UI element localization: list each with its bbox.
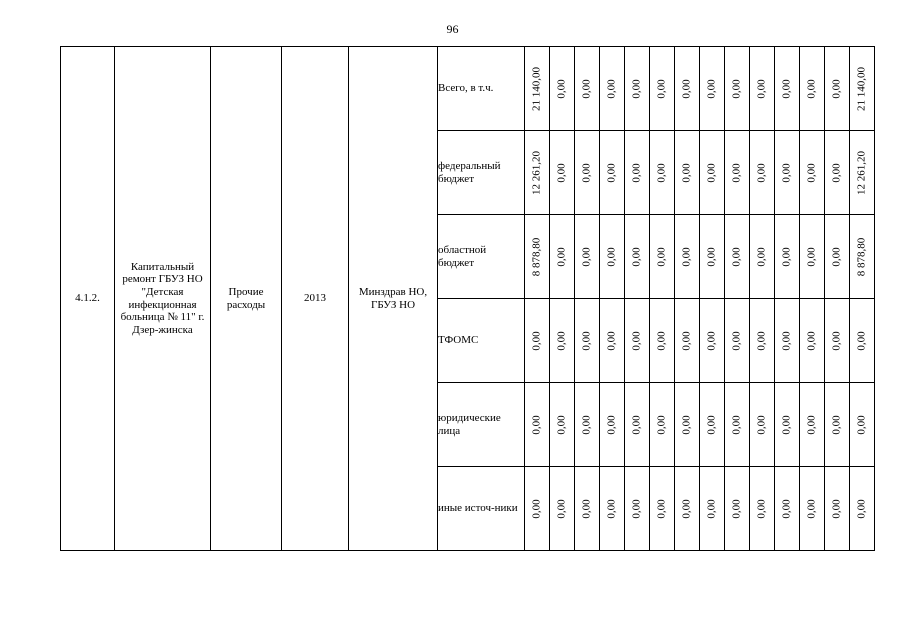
value-text: 0,00 xyxy=(630,162,643,183)
value-cell xyxy=(525,383,550,467)
value-cell xyxy=(525,131,550,215)
value-text: 0,00 xyxy=(605,330,618,351)
value-cell xyxy=(525,47,550,131)
value-cell xyxy=(675,467,700,551)
value-cell xyxy=(575,383,600,467)
page-number: 96 xyxy=(446,22,459,36)
value-text: 0,00 xyxy=(655,414,668,435)
value-text: 0,00 xyxy=(755,414,768,435)
value-text: 0,00 xyxy=(605,246,618,267)
value-cell xyxy=(600,131,625,215)
value-text: 0,00 xyxy=(580,162,593,183)
value-text: 0,00 xyxy=(705,330,718,351)
value-cell xyxy=(725,215,750,299)
value-text: 0,00 xyxy=(855,498,868,519)
value-cell xyxy=(575,467,600,551)
value-text: 0,00 xyxy=(530,330,543,351)
year: 2013 xyxy=(282,47,349,551)
value-text: 0,00 xyxy=(680,498,693,519)
value-cell xyxy=(525,467,550,551)
value-text: 0,00 xyxy=(630,246,643,267)
value-text: 0,00 xyxy=(705,162,718,183)
value-cell xyxy=(775,467,800,551)
value-cell xyxy=(675,383,700,467)
value-cell xyxy=(625,467,650,551)
value-text: 0,00 xyxy=(755,330,768,351)
value-cell xyxy=(775,299,800,383)
value-cell xyxy=(825,47,850,131)
value-text: 0,00 xyxy=(705,414,718,435)
value-cell xyxy=(600,215,625,299)
value-text: 0,00 xyxy=(780,162,793,183)
value-text: 0,00 xyxy=(530,414,543,435)
value-text: 0,00 xyxy=(780,414,793,435)
value-cell xyxy=(750,383,775,467)
funding-source-label: ТФОМС xyxy=(438,299,525,383)
funding-source-label: Всего, в т.ч. xyxy=(438,47,525,131)
value-cell xyxy=(850,467,875,551)
value-cell xyxy=(625,131,650,215)
value-cell xyxy=(725,383,750,467)
value-text: 0,00 xyxy=(680,330,693,351)
value-text: 0,00 xyxy=(555,78,568,99)
value-cell xyxy=(550,131,575,215)
value-cell xyxy=(700,299,725,383)
table-row xyxy=(61,47,875,131)
value-text: 0,00 xyxy=(655,498,668,519)
funding-source-label: юридические лица xyxy=(438,383,525,467)
value-text: 0,00 xyxy=(605,78,618,99)
value-text: 0,00 xyxy=(830,498,843,519)
value-cell xyxy=(625,299,650,383)
value-text: 0,00 xyxy=(555,246,568,267)
value-cell xyxy=(850,299,875,383)
value-text: 8 878,80 xyxy=(530,237,543,276)
value-cell xyxy=(675,215,700,299)
value-text: 0,00 xyxy=(630,330,643,351)
value-text: 0,00 xyxy=(555,414,568,435)
value-text: 0,00 xyxy=(780,498,793,519)
funding-source-label: федеральный бюджет xyxy=(438,131,525,215)
value-text: 0,00 xyxy=(755,162,768,183)
measure-name: Капитальный ремонт ГБУЗ НО "Детская инфекционная больница № 11" г. Дзер-жинска xyxy=(115,47,211,551)
value-cell xyxy=(775,215,800,299)
executor: Минздрав НО, ГБУЗ НО xyxy=(349,47,438,551)
value-cell xyxy=(800,47,825,131)
value-text: 0,00 xyxy=(680,162,693,183)
value-cell xyxy=(825,131,850,215)
value-text: 0,00 xyxy=(605,414,618,435)
value-cell xyxy=(625,215,650,299)
value-cell xyxy=(825,299,850,383)
value-text: 0,00 xyxy=(705,246,718,267)
row-number: 4.1.2. xyxy=(61,47,115,551)
value-cell xyxy=(825,467,850,551)
expense-type: Прочие расходы xyxy=(211,47,282,551)
value-text: 0,00 xyxy=(680,246,693,267)
value-text: 0,00 xyxy=(730,330,743,351)
value-text: 0,00 xyxy=(630,498,643,519)
value-text: 0,00 xyxy=(555,330,568,351)
value-cell xyxy=(725,131,750,215)
value-text: 0,00 xyxy=(780,246,793,267)
value-text: 0,00 xyxy=(855,330,868,351)
value-cell xyxy=(700,131,725,215)
value-cell xyxy=(650,467,675,551)
value-cell xyxy=(600,383,625,467)
value-cell xyxy=(575,47,600,131)
value-cell xyxy=(750,47,775,131)
value-cell xyxy=(550,383,575,467)
value-text: 0,00 xyxy=(580,330,593,351)
value-text: 0,00 xyxy=(805,414,818,435)
funding-source-label: областной бюджет xyxy=(438,215,525,299)
value-text: 0,00 xyxy=(730,498,743,519)
value-text: 0,00 xyxy=(555,162,568,183)
value-cell xyxy=(600,47,625,131)
value-text: 0,00 xyxy=(655,78,668,99)
value-text: 0,00 xyxy=(605,498,618,519)
value-cell xyxy=(550,215,575,299)
value-cell xyxy=(525,215,550,299)
value-text: 0,00 xyxy=(855,414,868,435)
value-cell xyxy=(550,47,575,131)
value-cell xyxy=(700,383,725,467)
value-text: 0,00 xyxy=(530,498,543,519)
value-text: 0,00 xyxy=(630,78,643,99)
value-cell xyxy=(575,131,600,215)
value-text: 0,00 xyxy=(805,498,818,519)
value-cell xyxy=(700,215,725,299)
value-text: 0,00 xyxy=(680,414,693,435)
value-text: 0,00 xyxy=(830,330,843,351)
value-text: 0,00 xyxy=(805,162,818,183)
value-text: 0,00 xyxy=(605,162,618,183)
value-text: 0,00 xyxy=(680,78,693,99)
value-text: 0,00 xyxy=(655,162,668,183)
value-text: 0,00 xyxy=(705,78,718,99)
value-text: 0,00 xyxy=(780,330,793,351)
value-cell xyxy=(725,467,750,551)
value-text: 0,00 xyxy=(730,246,743,267)
value-text: 0,00 xyxy=(780,78,793,99)
value-text: 0,00 xyxy=(580,414,593,435)
value-cell xyxy=(825,215,850,299)
value-cell xyxy=(675,47,700,131)
value-cell xyxy=(575,299,600,383)
value-text: 0,00 xyxy=(755,498,768,519)
value-cell xyxy=(800,131,825,215)
value-cell xyxy=(800,215,825,299)
value-text: 21 140,00 xyxy=(530,66,543,111)
value-cell xyxy=(850,215,875,299)
program-table xyxy=(60,46,875,551)
value-cell xyxy=(625,47,650,131)
value-text: 0,00 xyxy=(705,498,718,519)
value-text: 0,00 xyxy=(830,246,843,267)
value-cell xyxy=(825,383,850,467)
value-cell xyxy=(550,467,575,551)
value-cell xyxy=(750,467,775,551)
value-text: 0,00 xyxy=(730,414,743,435)
value-text: 0,00 xyxy=(805,330,818,351)
value-cell xyxy=(550,299,575,383)
value-cell xyxy=(725,47,750,131)
value-text: 0,00 xyxy=(755,78,768,99)
value-text: 0,00 xyxy=(580,246,593,267)
value-text: 0,00 xyxy=(805,246,818,267)
value-cell xyxy=(650,383,675,467)
value-cell xyxy=(775,383,800,467)
funding-source-label: иные источ-ники xyxy=(438,467,525,551)
value-cell xyxy=(775,131,800,215)
value-text: 0,00 xyxy=(830,162,843,183)
value-cell xyxy=(800,467,825,551)
value-text: 0,00 xyxy=(580,78,593,99)
value-text: 0,00 xyxy=(655,246,668,267)
value-cell xyxy=(700,467,725,551)
value-cell xyxy=(850,47,875,131)
value-text: 21 140,00 xyxy=(855,66,868,111)
value-cell xyxy=(750,215,775,299)
value-cell xyxy=(675,131,700,215)
value-cell xyxy=(600,467,625,551)
value-cell xyxy=(750,299,775,383)
value-text: 0,00 xyxy=(730,78,743,99)
value-cell xyxy=(675,299,700,383)
value-text: 12 261,20 xyxy=(855,150,868,195)
value-cell xyxy=(625,383,650,467)
value-text: 0,00 xyxy=(805,78,818,99)
value-text: 0,00 xyxy=(555,498,568,519)
value-cell xyxy=(650,131,675,215)
value-text: 8 878,80 xyxy=(855,237,868,276)
value-cell xyxy=(725,299,750,383)
value-cell xyxy=(850,383,875,467)
value-cell xyxy=(800,299,825,383)
value-text: 0,00 xyxy=(730,162,743,183)
value-cell xyxy=(750,131,775,215)
value-text: 0,00 xyxy=(655,330,668,351)
value-text: 0,00 xyxy=(580,498,593,519)
value-cell xyxy=(800,383,825,467)
value-cell xyxy=(575,215,600,299)
value-cell xyxy=(525,299,550,383)
value-cell xyxy=(650,47,675,131)
value-cell xyxy=(650,215,675,299)
value-cell xyxy=(700,47,725,131)
value-text: 0,00 xyxy=(630,414,643,435)
value-text: 0,00 xyxy=(755,246,768,267)
value-cell xyxy=(850,131,875,215)
value-text: 12 261,20 xyxy=(530,150,543,195)
value-cell xyxy=(650,299,675,383)
value-text: 0,00 xyxy=(830,414,843,435)
value-cell xyxy=(775,47,800,131)
value-cell xyxy=(600,299,625,383)
value-text: 0,00 xyxy=(830,78,843,99)
